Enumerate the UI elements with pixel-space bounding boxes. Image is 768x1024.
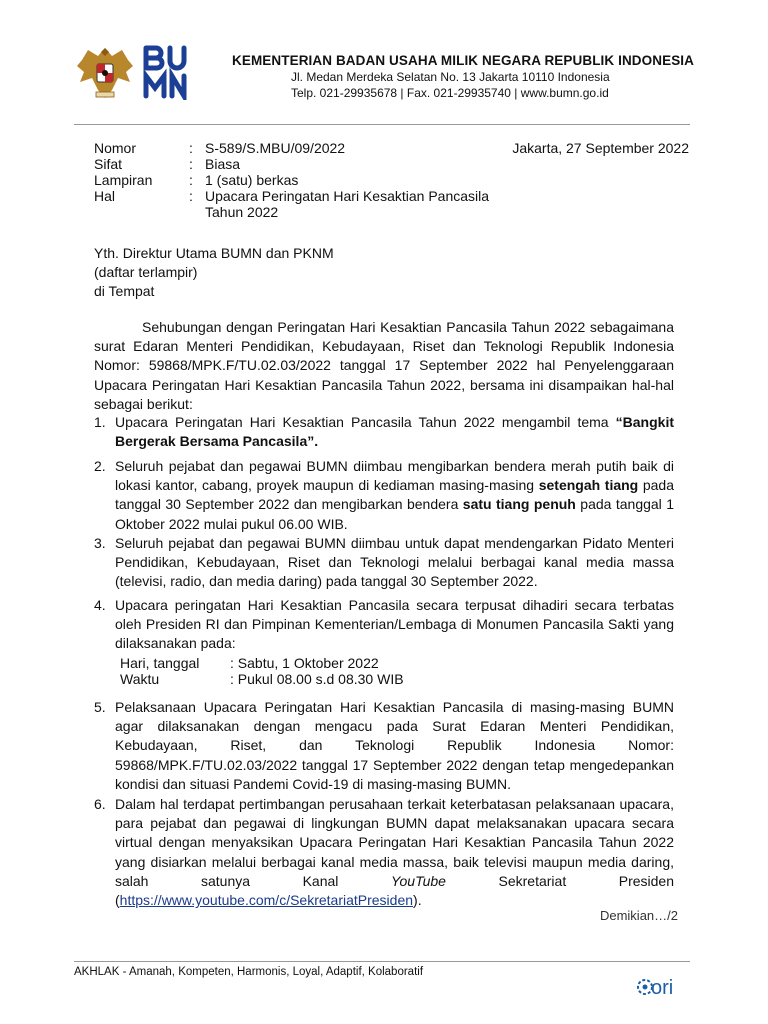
colon: : — [189, 188, 193, 204]
item-number: 1. — [94, 414, 106, 430]
item-text: Pelaksanaan Upacara Peringatan Hari Kesaktian Pancasila di masing-masing BUMN agar dilaksanakan dengan mengacu pada Surat Edaran Menteri Pendidikan, Kebudayaan, Riset, dan Teknologi Republik Indonesia Nomor: 59868/MPK.F/TU.02.03/2022 tanggal 17 September 2022 dengan tetap mengedepankan kondisi dan situasi Pandemi Covid-19 di masing-masing BUMN. — [115, 699, 674, 792]
organization-name: KEMENTERIAN BADAN USAHA MILIK NEGARA REPUBLIK INDONESIA — [232, 53, 695, 68]
item-text: Dalam hal terdapat pertimbangan perusahaan terkait keterbatasan pelaksanaan upacara, para pejabat dan pegawai di lingkungan BUMN dapat melaksanakan upacara secara virtual dengan menyaksikan Upacara Peringatan Hari Kesaktian Pancasila Tahun 2022 yang disiarkan melalui berbagai kanal media massa, baik televisi maupun media daring, salah satunya Kanal YouTube Sekretariat Presiden (https://www.youtube.com/c/SekretariatPresiden). — [115, 796, 675, 909]
hal-value-line2: Tahun 2022 — [205, 204, 279, 220]
ori-logo — [636, 970, 686, 1002]
schedule-row — [120, 655, 404, 671]
hal-label: Hal — [94, 188, 116, 204]
addressee-line3: di Tempat — [94, 283, 155, 299]
lampiran-label: Lampiran — [94, 172, 153, 188]
letter-date: Jakarta, 27 September 2022 — [512, 140, 689, 156]
ori-logo-text: ori — [651, 977, 674, 999]
item-text: Seluruh pejabat dan pegawai BUMN diimbau untuk dapat mendengarkan Pidato Menteri Pendidikan, Kebudayaan, Riset dan Teknologi melalui berbagai kanal media massa (televisi, radio, dan media daring) pada tanggal 30 September 2022. — [115, 535, 674, 590]
intro-paragraph: Sehubungan dengan Peringatan Hari Kesaktian Pancasila Tahun 2022 sebagaimana surat Edaran Menteri Pendidikan, Kebudayaan, Riset dan Teknologi Republik Indonesia Nomor: 59868/MPK.F/TU.02.03/2022 tanggal 17 September 2022 hal Penyelenggaraan Upacara Peringatan Hari Kesaktian Pancasila Tahun 2022, bersama ini disampaikan hal-hal sebagai berikut: — [94, 319, 674, 412]
list-item — [94, 413, 674, 451]
meta-row-sifat — [94, 156, 489, 172]
list-item — [94, 698, 674, 794]
item-number: 6. — [94, 796, 106, 812]
colon: : — [189, 156, 193, 172]
nomor-label: Nomor — [94, 140, 137, 156]
letter-meta — [94, 140, 489, 220]
sifat-label: Sifat — [94, 156, 123, 172]
addressee-line1: Yth. Direktur Utama BUMN dan PKNM — [94, 245, 334, 261]
bumn-logo — [142, 44, 190, 100]
item-number: 4. — [94, 597, 106, 613]
schedule-time-value: : Pukul 08.00 s.d 08.30 WIB — [230, 671, 404, 687]
list-item — [94, 795, 674, 910]
item-text: Upacara peringatan Hari Kesaktian Pancasila secara terpusat dihadiri secara terbatas oleh Presiden RI dan Pimpinan Kementerian/Lembaga di Monumen Pancasila Sakti yang dilaksanakan pada: — [115, 597, 674, 652]
footer-divider — [74, 961, 690, 962]
colon: : — [189, 140, 193, 156]
nomor-value: S-589/S.MBU/09/2022 — [205, 140, 346, 156]
list-item — [94, 596, 674, 654]
lampiran-value: 1 (satu) berkas — [205, 172, 299, 188]
youtube-link[interactable]: https://www.youtube.com/c/SekretariatPresiden — [119, 892, 414, 909]
page-continuation: Demikian…/2 — [599, 908, 678, 923]
list-item — [94, 457, 674, 534]
meta-row-nomor — [94, 140, 489, 156]
organization-contact: Telp. 021-29935678 | Fax. 021-29935740 | www.bumn.go.id — [291, 86, 609, 100]
event-schedule — [120, 655, 404, 687]
addressee — [94, 244, 334, 301]
item-number: 3. — [94, 535, 106, 551]
schedule-row — [120, 671, 404, 687]
item-text: Seluruh pejabat dan pegawai BUMN diimbau mengibarkan bendera merah putih baik di lokasi kantor, cabang, proyek maupun di kediaman masing-masing setengah tiang pada tanggal 30 September 2022 dan mengibarkan bendera satu tiang penuh pada tanggal 1 Oktober 2022 mulai pukul 06.00 WIB. — [115, 458, 674, 532]
garuda-pancasila-emblem — [74, 42, 136, 102]
schedule-day-value: : Sabtu, 1 Oktober 2022 — [230, 655, 379, 671]
theme-text: “Bangkit Bergerak Bersama Pancasila”. — [115, 414, 674, 450]
colon: : — [189, 172, 193, 188]
item-number: 5. — [94, 699, 106, 715]
meta-row-lampiran — [94, 172, 489, 188]
schedule-time-label: Waktu — [120, 671, 160, 687]
header-divider — [74, 124, 690, 125]
list-item — [94, 534, 674, 592]
item-number: 2. — [94, 458, 106, 474]
meta-row-hal — [94, 188, 489, 220]
organization-address: Jl. Medan Merdeka Selatan No. 13 Jakarta 10110 Indonesia — [291, 70, 610, 84]
item-text: Upacara Peringatan Hari Kesaktian Pancasila Tahun 2022 mengambil tema “Bangkit Bergerak Bersama Pancasila”. — [115, 414, 674, 450]
hal-value-line1: Upacara Peringatan Hari Kesaktian Pancasila — [205, 188, 490, 204]
sifat-value: Biasa — [205, 156, 241, 172]
addressee-line2: (daftar terlampir) — [94, 264, 198, 280]
footer-core-values: AKHLAK - Amanah, Kompeten, Harmonis, Loyal, Adaptif, Kolaboratif — [74, 966, 424, 978]
schedule-day-label: Hari, tanggal — [120, 655, 200, 671]
hal-value — [205, 188, 489, 220]
